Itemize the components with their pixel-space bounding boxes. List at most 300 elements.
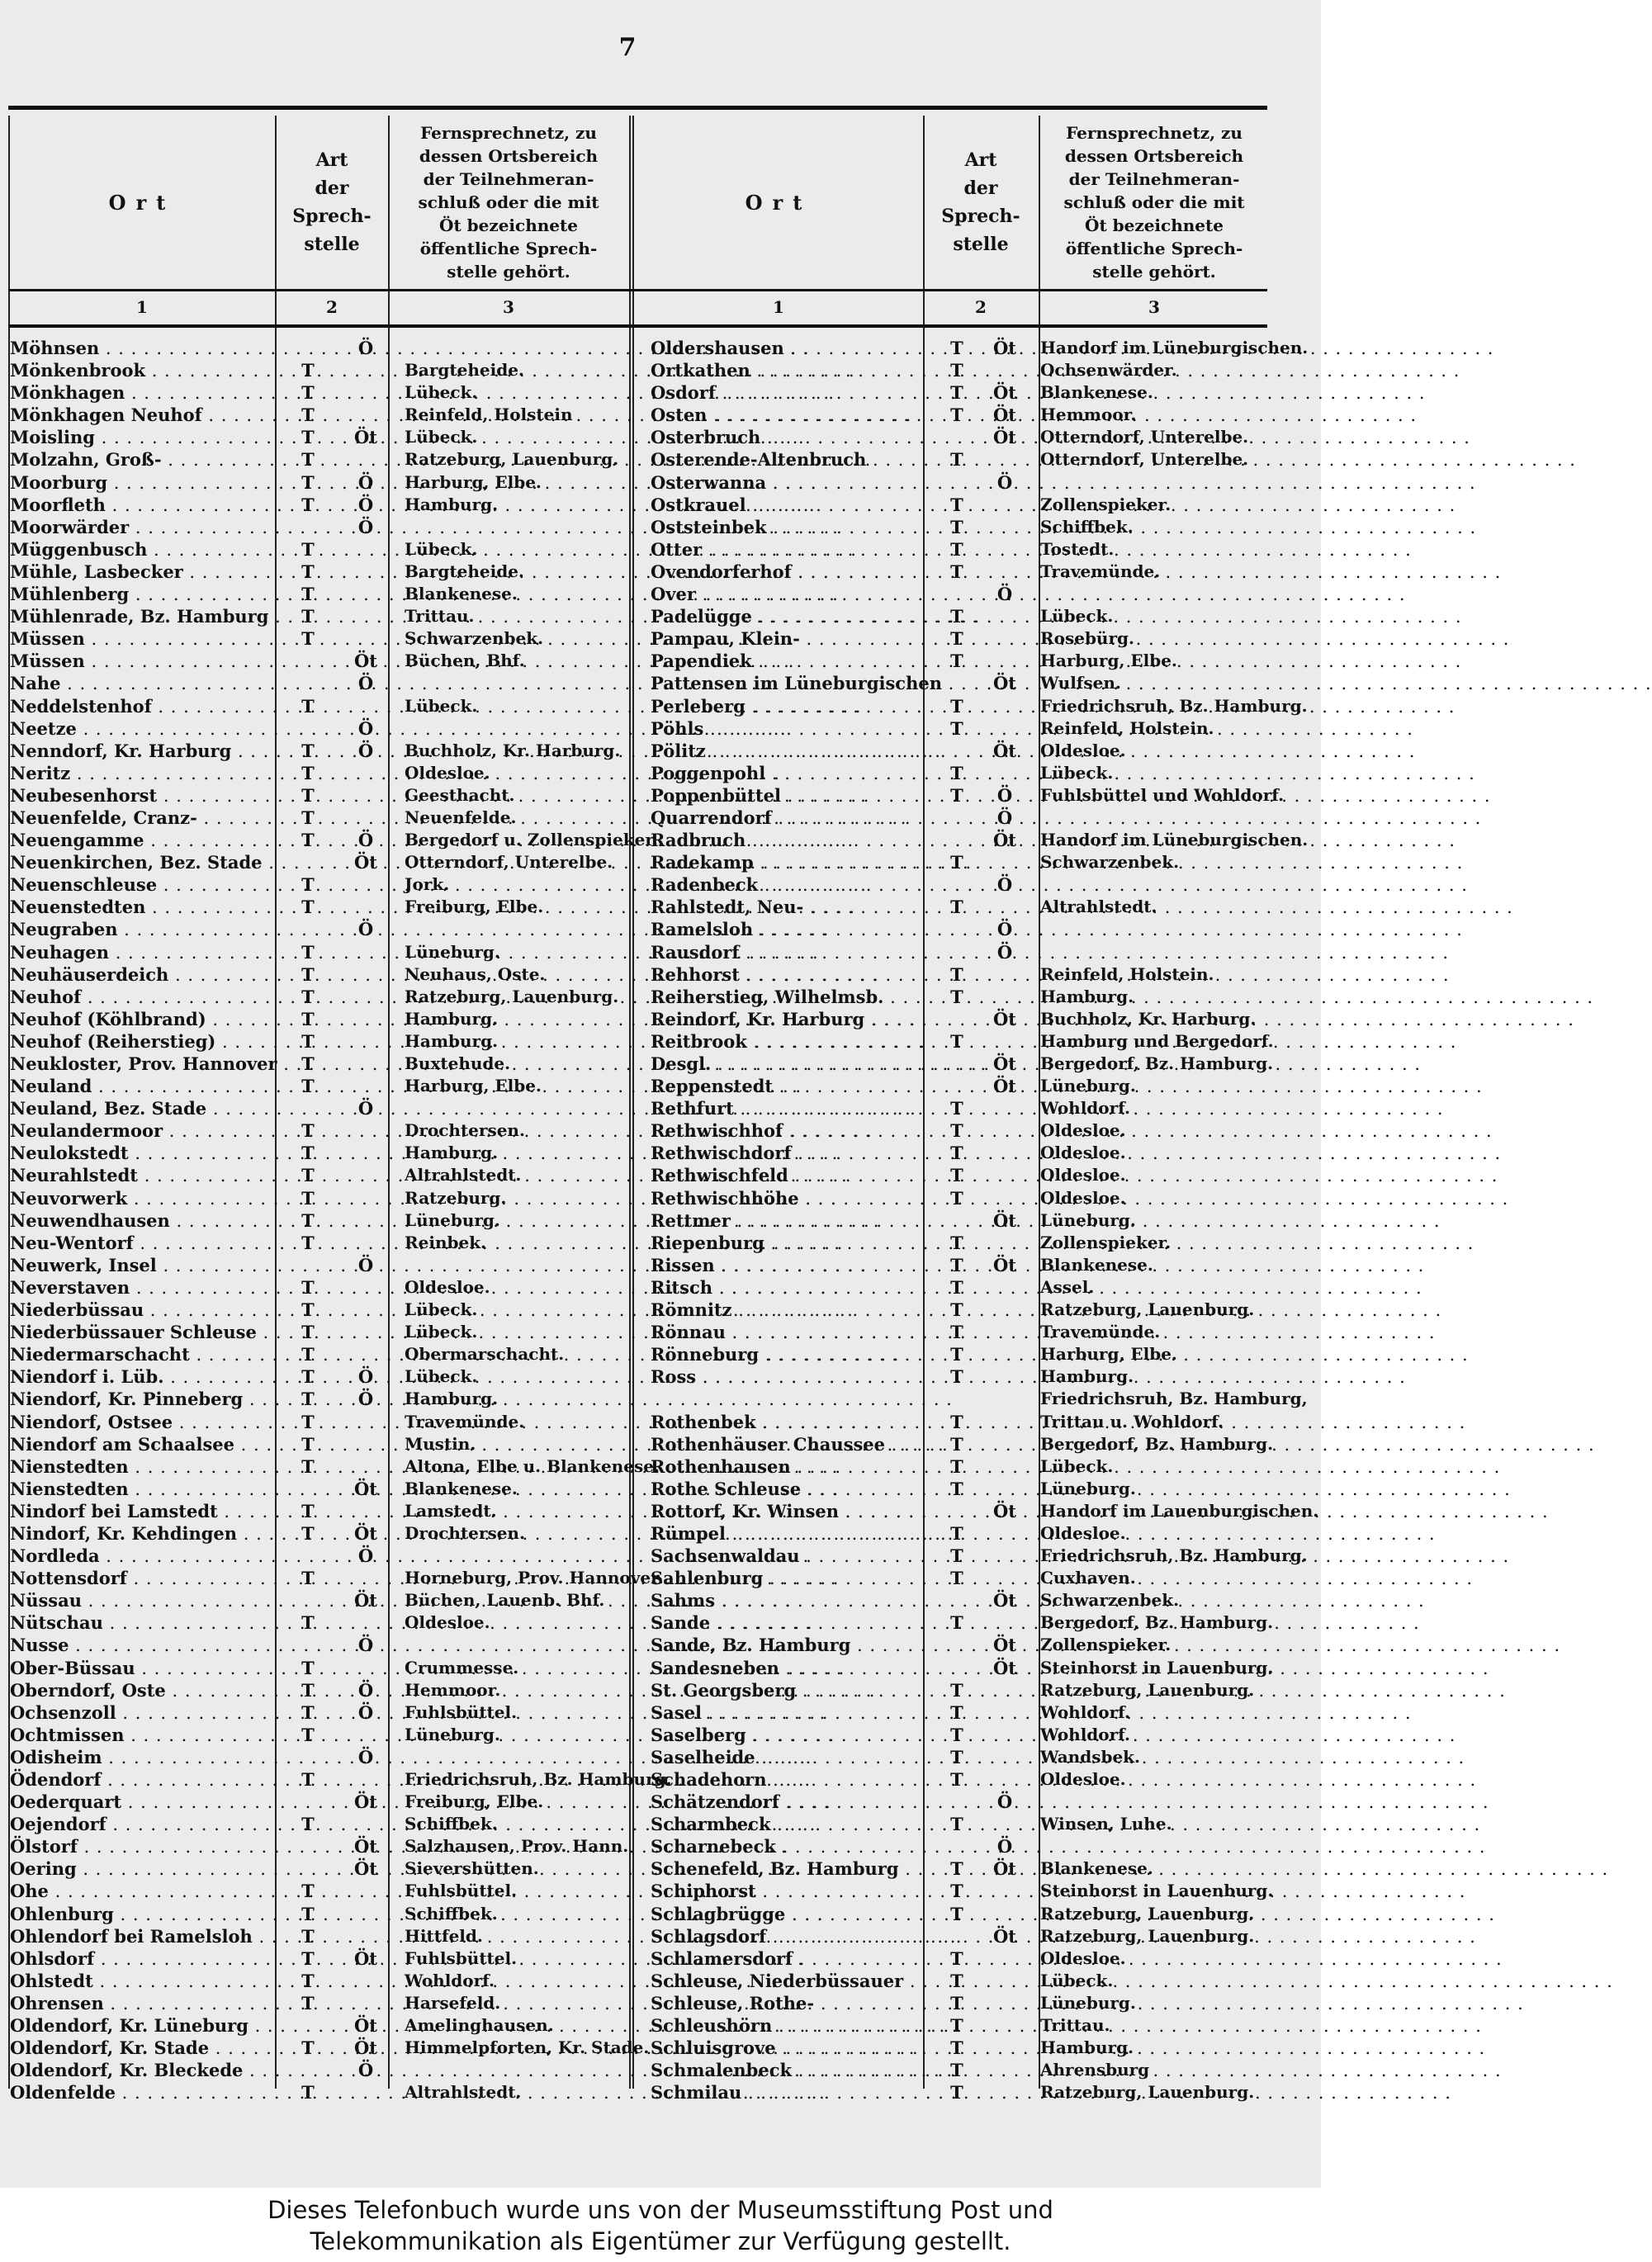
- place-name: Rahlstedt, Neu- . . .: [651, 896, 916, 919]
- exchange-name: Ahrensburg: [1040, 2060, 1150, 2080]
- telegraph-mark: T: [950, 1344, 963, 1365]
- telegraph-mark: T: [301, 1299, 315, 1321]
- public-station-mark: Ö: [357, 1545, 374, 1567]
- exchange-name: Oldesloe.: [1040, 1165, 1126, 1185]
- directory-entry: [0, 1701, 629, 1724]
- telegraph-mark: T: [950, 628, 963, 650]
- directory-entry: [651, 1343, 1278, 1365]
- public-station-mark: Öt: [993, 740, 1016, 761]
- place-name: Nordleda . . .: [10, 1545, 272, 1568]
- place-name: Mühlenrade, Bz. Hamburg . . .: [10, 605, 272, 628]
- telegraph-mark: T: [950, 1769, 963, 1790]
- place-name: Nenndorf, Kr. Harburg . . .: [10, 740, 272, 763]
- directory-entry: [0, 426, 629, 448]
- directory-entry: [0, 1008, 629, 1030]
- place-name: Neddelstenhof . . .: [10, 695, 272, 718]
- exchange-name: Bargteheide.: [405, 561, 524, 581]
- exchange-name: Hamburg und Bergedorf.: [1040, 1030, 1274, 1051]
- telegraph-mark: T: [301, 1455, 315, 1477]
- telegraph-mark: T: [301, 538, 315, 560]
- exchange-name: Hamburg.: [405, 1389, 499, 1409]
- place-name: Neuhof (Reiherstieg) . . .: [10, 1030, 272, 1053]
- place-name: Neulokstedt . . .: [10, 1142, 272, 1165]
- place-name: Oststeinbek . . .: [651, 516, 916, 539]
- directory-entry: [651, 1880, 1278, 1902]
- place-name: Neuhagen . . .: [10, 941, 272, 964]
- footer-line: Dieses Telefonbuch wurde uns von der Museumsstiftung Post und: [267, 2196, 1053, 2224]
- exchange-name: Winsen, Luhe.: [1040, 1814, 1172, 1834]
- directory-entry: [651, 1701, 1278, 1724]
- telegraph-mark: T: [950, 1433, 963, 1455]
- top-rule: [8, 106, 1267, 110]
- telegraph-mark: T: [950, 1568, 963, 1589]
- directory-entry: [651, 448, 1278, 471]
- telegraph-mark: T: [950, 1299, 963, 1321]
- exchange-name: Ochsenwärder.: [1040, 360, 1177, 381]
- directory-entry: [651, 1411, 1278, 1433]
- exchange-name: Schiffbek.: [405, 1814, 498, 1834]
- directory-entry: [651, 1970, 1278, 1992]
- exchange-name: Bergedorf u. Zollenspieker.: [405, 830, 658, 850]
- exchange-name: Handorf im Lüneburgischen.: [1040, 338, 1309, 357]
- directory-entry: [0, 1411, 629, 1433]
- place-name: Oering . . .: [10, 1857, 272, 1881]
- telegraph-mark: T: [950, 1143, 963, 1164]
- place-name: Neubesenhorst . . .: [10, 784, 272, 807]
- telegraph-mark: T: [301, 382, 315, 404]
- telegraph-mark: T: [301, 1657, 315, 1678]
- telegraph-mark: T: [301, 695, 315, 717]
- header-netz-left: [390, 116, 627, 289]
- place-name: Quarrendorf . . .: [651, 807, 916, 830]
- directory-entry: [0, 1791, 629, 1813]
- telegraph-mark: T: [950, 717, 963, 739]
- place-name: Rethwischhöhe . . .: [651, 1187, 916, 1210]
- header-art-line: der: [963, 177, 998, 199]
- exchange-name: Lübeck.: [1040, 762, 1114, 783]
- telegraph-mark: T: [301, 1053, 315, 1074]
- exchange-name: Hamburg.: [405, 494, 499, 514]
- telegraph-mark: T: [301, 986, 315, 1007]
- directory-entry: [651, 1522, 1278, 1545]
- place-name: Neu-Wentorf . . .: [10, 1232, 272, 1255]
- telegraph-mark: T: [950, 360, 963, 381]
- header-netz-line: Fernsprechnetz, zu: [420, 123, 597, 143]
- exchange-name: Sievershütten.: [405, 1858, 539, 1879]
- public-station-mark: Öt: [993, 1008, 1016, 1029]
- place-name: Ostkrauel . . .: [651, 494, 916, 517]
- public-station-mark: Ö: [357, 1701, 374, 1723]
- public-station-mark: Öt: [354, 1836, 377, 1857]
- place-name: Molzahn, Groß- . . .: [10, 448, 272, 471]
- public-station-mark: Ö: [357, 516, 374, 537]
- directory-entry: [651, 2014, 1278, 2037]
- telegraph-mark: T: [950, 2015, 963, 2037]
- directory-entry: [651, 695, 1308, 717]
- public-station-mark: Ö: [357, 830, 374, 851]
- place-name: Radekamp . . .: [651, 851, 916, 874]
- exchange-name: Lüneburg.: [405, 1209, 500, 1230]
- telegraph-mark: T: [301, 830, 315, 851]
- header-netz-line: stelle gehört.: [447, 262, 570, 282]
- place-name: Sande, Bz. Hamburg . . .: [651, 1634, 916, 1657]
- telegraph-mark: T: [301, 784, 315, 806]
- telegraph-mark: T: [301, 1568, 315, 1589]
- header-art-line: der: [315, 177, 349, 199]
- directory-entry: [651, 740, 1278, 762]
- telegraph-mark: T: [301, 494, 315, 515]
- place-name: Schadehorn . . .: [651, 1768, 916, 1791]
- header-netz-line: der Teilnehmeran-: [423, 169, 594, 189]
- directory-entry: [651, 1500, 1319, 1522]
- directory-entry: [0, 561, 629, 583]
- place-name: Osterende-Altenbruch . . .: [651, 448, 916, 471]
- public-station-mark: Öt: [993, 1858, 1016, 1880]
- place-name: Oldenfelde . . .: [10, 2081, 272, 2104]
- directory-entry: [651, 561, 1278, 583]
- exchange-name: Blankenese.: [405, 1478, 518, 1498]
- telegraph-mark: T: [301, 1344, 315, 1365]
- place-name: Niendorf i. Lüb. . . .: [10, 1365, 272, 1389]
- public-station-mark: Ö: [996, 1791, 1013, 1813]
- telegraph-mark: T: [301, 1187, 315, 1209]
- directory-entry: [651, 1142, 1278, 1164]
- directory-entry: [0, 1276, 629, 1299]
- telegraph-mark: T: [301, 1030, 315, 1052]
- telegraph-mark: T: [301, 360, 315, 381]
- place-name: Saselheide . . .: [651, 1746, 916, 1769]
- telegraph-mark: T: [301, 1389, 315, 1410]
- place-name: Pöhls . . .: [651, 717, 916, 741]
- directory-entry: [0, 1611, 629, 1634]
- place-name: Schlagsdorf . . .: [651, 1925, 916, 1948]
- directory-entry: [0, 1030, 629, 1053]
- place-name: Neuland . . .: [10, 1075, 272, 1098]
- directory-entry: [651, 1679, 1278, 1701]
- exchange-name: Himmelpforten, Kr. Stade.: [405, 2037, 650, 2058]
- directory-entry: [651, 1365, 1278, 1388]
- directory-entry: [0, 1142, 629, 1164]
- exchange-name: Fuhlsbüttel.: [405, 1701, 518, 1722]
- place-name: Mönkenbrook . . .: [10, 359, 272, 382]
- public-station-mark: Öt: [993, 405, 1016, 426]
- exchange-name: Lüneburg.: [1040, 1209, 1136, 1230]
- public-station-mark: Öt: [993, 830, 1016, 851]
- directory-entry: [651, 650, 1278, 672]
- directory-entry: [0, 1880, 629, 1902]
- place-name: Ohlendorf bei Ramelsloh . . .: [10, 1925, 272, 1948]
- public-station-mark: Öt: [354, 651, 377, 672]
- directory-entry: [0, 1970, 629, 1992]
- place-name: Neuenschleuse . . .: [10, 873, 272, 897]
- col-number-1-right: 1: [773, 297, 784, 317]
- exchange-name: Handorf im Lauenburgischen.: [1040, 1500, 1319, 1521]
- header-art-line: Art: [964, 149, 997, 171]
- place-name: Nindorf bei Lamstedt . . .: [10, 1500, 272, 1523]
- place-name: Nahe . . .: [10, 672, 272, 695]
- directory-entry: [651, 2059, 1278, 2081]
- public-station-mark: Ö: [996, 807, 1013, 828]
- place-name: Desgl. . . .: [651, 1053, 916, 1076]
- directory-entry: [651, 1097, 1278, 1119]
- place-name: Padelügge . . .: [651, 605, 916, 628]
- place-name: Mühle, Lasbecker . . .: [10, 561, 272, 584]
- header-art-left: [277, 116, 387, 289]
- public-station-mark: Öt: [993, 1053, 1016, 1074]
- exchange-name: Cuxhaven.: [1040, 1568, 1136, 1588]
- telegraph-mark: T: [950, 1814, 963, 1835]
- public-station-mark: Öt: [993, 427, 1016, 448]
- public-station-mark: Ö: [357, 1679, 374, 1701]
- exchange-name: Drochtersen.: [405, 1120, 525, 1141]
- place-name: Ochsenzoll . . .: [10, 1701, 272, 1725]
- exchange-name: Altrahlstedt.: [405, 2082, 522, 2103]
- place-name: Reppenstedt . . .: [651, 1075, 916, 1098]
- directory-entry: [651, 963, 1278, 986]
- telegraph-mark: T: [950, 1701, 963, 1723]
- exchange-name: Hamburg.: [405, 1143, 499, 1163]
- public-station-mark: Ö: [357, 919, 374, 940]
- public-station-mark: Öt: [354, 852, 377, 873]
- exchange-name: Bargteheide.: [405, 360, 524, 381]
- telegraph-mark: T: [950, 1187, 963, 1209]
- header-ort-right: Ort: [745, 190, 812, 215]
- directory-entry: [0, 941, 629, 963]
- directory-entry: [651, 1791, 1278, 1813]
- telegraph-mark: T: [950, 606, 963, 627]
- exchange-name: Harburg, Elbe.: [1040, 1344, 1177, 1365]
- directory-entry: [651, 1232, 1278, 1254]
- directory-entry: [0, 2059, 629, 2081]
- place-name: Scharmbeck . . .: [651, 1813, 916, 1836]
- place-name: Schenefeld, Bz. Hamburg . . .: [651, 1857, 916, 1881]
- exchange-name: Trittau.: [1040, 2015, 1110, 2036]
- directory-entry: [0, 627, 629, 650]
- telegraph-mark: T: [950, 852, 963, 873]
- directory-entry: [0, 337, 629, 359]
- public-station-mark: Öt: [993, 1500, 1016, 1521]
- place-name: Neuenfelde, Cranz- . . .: [10, 807, 272, 830]
- exchange-name: Wohldorf.: [1040, 1724, 1131, 1744]
- directory-entry: [0, 448, 629, 471]
- exchange-name: Schwarzenbek.: [405, 628, 544, 649]
- directory-entry: [0, 381, 629, 404]
- telegraph-mark: T: [301, 807, 315, 828]
- directory-entry: [0, 1903, 629, 1925]
- exchange-name: Oldesloe.: [1040, 1769, 1126, 1789]
- exchange-name: Drochtersen.: [405, 1522, 525, 1543]
- exchange-name: Otterndorf, Unterelbe.: [1040, 427, 1249, 447]
- public-station-mark: Ö: [357, 1366, 374, 1388]
- exchange-name: Blankenese.: [1040, 1858, 1153, 1879]
- directory-entry: [651, 2037, 1278, 2059]
- telegraph-mark: T: [950, 963, 963, 985]
- telegraph-mark: T: [950, 1120, 963, 1142]
- telegraph-mark: T: [950, 2082, 963, 2103]
- directory-entry: [651, 1835, 1278, 1857]
- header-netz-line: öffentliche Sprech-: [419, 239, 598, 258]
- directory-entry: [0, 1053, 629, 1075]
- place-name: Schmalenbeck . . .: [651, 2059, 916, 2082]
- place-name: Rothenhäuser Chaussee . . .: [651, 1433, 916, 1456]
- telegraph-mark: T: [950, 1947, 963, 1969]
- directory-entry: [0, 740, 629, 762]
- place-name: Osten . . .: [651, 404, 916, 427]
- col-number-2-left: 2: [326, 297, 338, 317]
- header-ort-left: Ort: [108, 190, 176, 215]
- place-name: Ohrensen . . .: [10, 1992, 272, 2015]
- directory-entry: [651, 1857, 1278, 1880]
- directory-entry: [0, 986, 629, 1008]
- place-name: Nütschau . . .: [10, 1611, 272, 1635]
- place-name: Neugraben . . .: [10, 918, 272, 941]
- directory-entry: [651, 672, 1278, 694]
- place-name: Nottensdorf . . .: [10, 1567, 272, 1590]
- directory-entry: [651, 873, 1278, 896]
- telegraph-mark: T: [301, 1522, 315, 1544]
- place-name: Rissen . . .: [651, 1254, 916, 1277]
- place-name: Scharnebeck . . .: [651, 1835, 916, 1858]
- public-station-mark: Ö: [357, 1746, 374, 1767]
- telegraph-mark: T: [950, 1679, 963, 1701]
- public-station-mark: Ö: [996, 784, 1013, 806]
- exchange-name: Bergedorf, Bz. Hamburg.: [1040, 1612, 1274, 1633]
- header-art-line: Sprech-: [292, 206, 372, 227]
- telegraph-mark: T: [301, 1970, 315, 1991]
- exchange-name: Lübeck.: [1040, 1970, 1114, 1990]
- place-name: Rothenhausen . . .: [651, 1455, 916, 1479]
- telegraph-mark: T: [301, 963, 315, 985]
- place-name: Ortkathen . . .: [651, 359, 916, 382]
- directory-entry: [0, 1365, 629, 1388]
- place-name: Pölitz . . .: [651, 740, 916, 763]
- directory-entry: [0, 1679, 629, 1701]
- directory-entry: [651, 1030, 1278, 1053]
- header-netz-line: öffentliche Sprech-: [1065, 239, 1243, 258]
- place-name: Nusse . . .: [10, 1634, 272, 1657]
- place-name: Neuenstedten . . .: [10, 896, 272, 919]
- directory-entry: [0, 1209, 629, 1232]
- telegraph-mark: T: [950, 1098, 963, 1119]
- directory-entry: [651, 918, 1278, 940]
- telegraph-mark: T: [950, 516, 963, 537]
- telegraph-mark: T: [950, 1165, 963, 1186]
- directory-entry: [651, 627, 1278, 650]
- directory-entry: [651, 1388, 1308, 1410]
- directory-entry: [651, 851, 1278, 873]
- place-name: Rausdorf . . .: [651, 941, 916, 964]
- public-station-mark: Ö: [996, 941, 1013, 963]
- place-name: Over . . .: [651, 583, 916, 606]
- exchange-name: Fuhlsbüttel.: [405, 1947, 518, 1968]
- place-name: Mönkhagen . . .: [10, 381, 272, 405]
- telegraph-mark: T: [950, 695, 963, 717]
- telegraph-mark: T: [950, 1858, 963, 1880]
- telegraph-mark: T: [950, 405, 963, 426]
- directory-entry: [0, 762, 629, 784]
- place-name: Riepenburg . . .: [651, 1232, 916, 1255]
- exchange-name: Travemünde.: [1040, 1322, 1161, 1342]
- directory-entry: [0, 1746, 629, 1768]
- place-name: Neuvorwerk . . .: [10, 1187, 272, 1210]
- exchange-name: Freiburg, Elbe.: [405, 897, 544, 917]
- telegraph-mark: T: [301, 874, 315, 896]
- directory-entry: [0, 471, 629, 494]
- place-name: Rothe Schleuse . . .: [651, 1478, 916, 1501]
- exchange-name: Wohldorf.: [1040, 1098, 1131, 1119]
- public-station-mark: Ö: [357, 740, 374, 761]
- place-name: Rethwischdorf . . .: [651, 1142, 916, 1165]
- exchange-name: Oldesloe.: [1040, 1522, 1126, 1543]
- place-name: Otter . . .: [651, 538, 916, 561]
- header-art-line: Sprech-: [941, 206, 1020, 227]
- place-name: Ölstorf . . .: [10, 1835, 272, 1858]
- telegraph-mark: T: [301, 2082, 315, 2103]
- directory-entry: [651, 337, 1309, 359]
- place-name: Rönneburg . . .: [651, 1343, 916, 1366]
- place-name: Poppenbüttel . . .: [651, 784, 916, 807]
- public-station-mark: Ö: [996, 919, 1013, 940]
- directory-entry: [651, 1008, 1278, 1030]
- public-station-mark: Ö: [357, 717, 374, 739]
- exchange-name: Lamstedt.: [405, 1500, 497, 1521]
- exchange-name: Harsefeld.: [405, 1992, 501, 2013]
- exchange-name: Lübeck.: [405, 1366, 478, 1387]
- exchange-name: Lübeck.: [405, 1299, 478, 1320]
- directory-entry: [0, 851, 629, 873]
- exchange-name: Reinbek.: [405, 1232, 487, 1252]
- place-name: Ödendorf . . .: [10, 1768, 272, 1791]
- place-name: Niendorf, Kr. Pinneberg . . .: [10, 1388, 272, 1411]
- place-name: Osterbruch . . .: [651, 426, 916, 449]
- directory-entry: [0, 1567, 664, 1589]
- directory-entry: [0, 1813, 629, 1835]
- directory-entry: [0, 1947, 629, 1970]
- directory-entry: [651, 1276, 1278, 1299]
- directory-entry: [0, 918, 629, 940]
- right-directory-list: [651, 337, 1319, 2103]
- header-rule: [8, 289, 1267, 291]
- telegraph-mark: T: [950, 784, 963, 806]
- public-station-mark: Ö: [996, 584, 1013, 605]
- directory-entry: [651, 426, 1278, 448]
- telegraph-mark: T: [301, 449, 315, 471]
- place-name: Müssen . . .: [10, 627, 272, 651]
- directory-entry: [0, 695, 629, 717]
- directory-entry: [0, 1187, 629, 1209]
- telegraph-mark: T: [301, 1769, 315, 1790]
- public-station-mark: Öt: [993, 1076, 1016, 1097]
- exchange-name: Tostedt.: [1040, 538, 1115, 559]
- exchange-name: Amelinghausen.: [405, 2015, 554, 2036]
- telegraph-mark: T: [950, 494, 963, 515]
- place-name: Radbruch . . .: [651, 829, 916, 852]
- place-name: Nienstedten . . .: [10, 1478, 272, 1501]
- directory-entry: [0, 1545, 629, 1567]
- directory-entry: [0, 829, 658, 851]
- exchange-name: Bergedorf, Bz. Hamburg.: [1040, 1433, 1274, 1454]
- telegraph-mark: T: [301, 740, 315, 761]
- exchange-name: Lübeck.: [1040, 1455, 1114, 1476]
- public-station-mark: Öt: [993, 1657, 1016, 1678]
- exchange-name: Buchholz, Kr. Harburg.: [1040, 1008, 1257, 1029]
- public-station-mark: Öt: [354, 2015, 377, 2037]
- directory-entry: [651, 1478, 1278, 1500]
- exchange-name: Ratzeburg, Lauenburg.: [1040, 1903, 1255, 1924]
- place-name: Oejendorf . . .: [10, 1813, 272, 1836]
- exchange-name: Horneburg, Prov. Hannover.: [405, 1568, 664, 1588]
- exchange-name: Wohldorf.: [405, 1970, 495, 1990]
